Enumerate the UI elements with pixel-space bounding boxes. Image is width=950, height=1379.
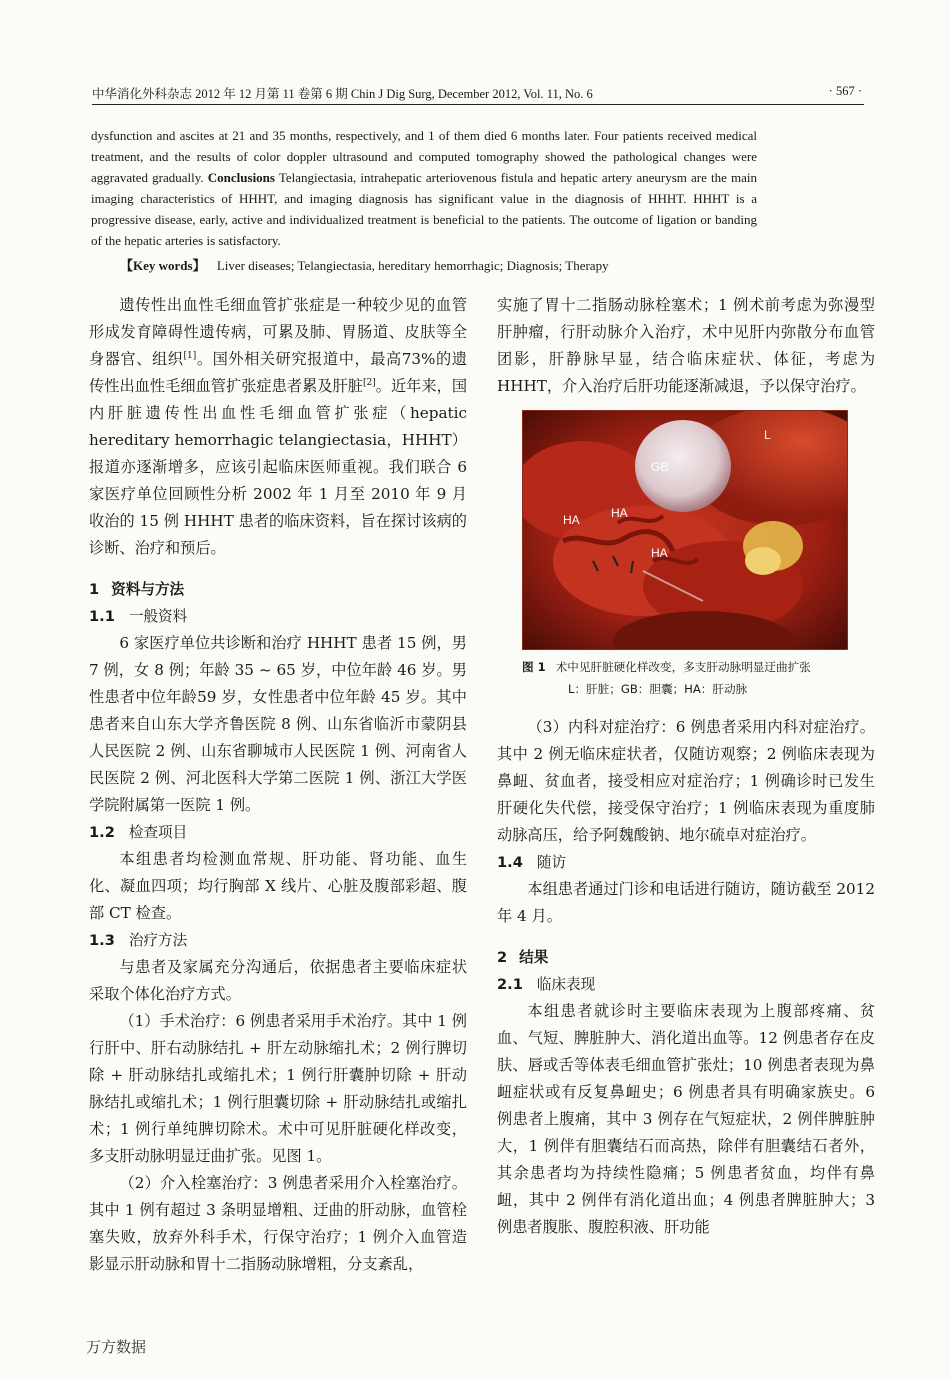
abstract-results-text: dysfunction and ascites at 21 and 35 months, respectively, and 1 of them died 6 months later. Four patients received medical treatment, and the results of color doppler ultrasound and computed tomography showed the pathological changes were aggravated gradually.: [91, 128, 757, 185]
subsection-title: 随访: [536, 854, 567, 871]
keywords-terms: Liver diseases; Telangiectasia, hereditary hemorrhagic; Diagnosis; Therapy: [216, 258, 609, 273]
header-rule: [92, 104, 864, 105]
paragraph-continued: 实施了胃十二指肠动脉栓塞术；1 例术前考虑为弥漫型肝肿瘤，行肝动脉介入治疗，术中见肝内弥散分布血管团影，肝静脉早显，结合临床症状、体征，考虑为 HHHT，介入治疗后肝功能逐渐减退，予以保守治疗。: [497, 296, 875, 395]
subsection-heading-2-1: [497, 971, 875, 998]
figure-1-surgical-photo: [522, 410, 848, 650]
subsection-title: 一般资料: [128, 608, 188, 625]
journal-citation: 中华消化外科杂志 2012 年 12 月第 11 卷第 6 期 Chin J Dig Surg, December 2012, Vol. 11, No. 6: [92, 87, 593, 101]
subsection-number: 1.3: [89, 932, 115, 949]
figure-number: 图 1: [522, 660, 546, 674]
label-hepatic-artery-2: HA: [611, 506, 628, 520]
abstract-tail: [91, 125, 757, 251]
right-column: [497, 292, 875, 1241]
subsection-heading-1-1: [89, 603, 467, 630]
paragraph-2-1: 本组患者就诊时主要临床表现为上腹部疼痛、贫血、气短、脾脏肿大、消化道出血等。12 例患者存在皮肤、唇或舌等体表毛细血管扩张灶；10 例患者表现为鼻衄症状或有反复鼻衄史；6 例患者具有明确家族史。6 例患者上腹痛，其中 3 例存在气短症状，2 例伴脾脏肿大，1 例伴有胆囊结石而高热，除伴有胆囊结石者外，其余患者均为持续性隐痛；5 例患者贫血，均伴有鼻衄，其中 2 例伴有消化道出血；4 例患者脾脏肿大；3 例患者腹胀、腹腔积液、肝功能: [497, 1002, 875, 1236]
paragraph-1-3: 与患者及家属充分沟通后，依据患者主要临床症状采取个体化治疗方式。: [89, 958, 467, 1003]
citation-ref-1: [1]: [183, 350, 197, 361]
paragraph-1-4: 本组患者通过门诊和电话进行随访，随访截至 2012 年 4 月。: [497, 880, 875, 925]
section-number: 2: [497, 949, 508, 966]
paragraph-1-2: 本组患者均检测血常规、肝功能、肾功能、血生化、凝血四项；均行胸部 X 线片、心脏及腹部彩超、腹部 CT 检查。: [89, 850, 467, 922]
citation-ref-2: [2]: [362, 377, 376, 388]
page-number: · 567 ·: [828, 84, 862, 98]
figure-caption-text: 术中见肝脏硬化样改变，多支肝动脉明显迂曲扩张: [555, 660, 811, 674]
intro-text-c: 。近年来，国内肝脏遗传性出血性毛细血管扩张症（hepatic hereditary hemorrhagic telangiectasia，HHHT）报道亦逐渐增多，应该引起临床医师重视。我们联合 6 家医疗单位回顾性分析 2002 年 1 月至 2010 年 9 月收治的 15 例 HHHT 患者的临床资料，旨在探讨该病的诊断、治疗和预后。: [89, 377, 467, 557]
subsection-title: 治疗方法: [128, 932, 188, 949]
figure-legend: L：肝脏；GB：胆囊；HA：肝动脉: [568, 682, 748, 696]
intro-text-b: 。国外相关研究报道中，最高73%的遗传性出血性毛细血管扩张症患者累及肝脏: [89, 350, 467, 395]
subsection-number: 1.2: [89, 824, 115, 841]
subsection-heading-1-3: [89, 927, 467, 954]
label-liver: L: [764, 428, 771, 442]
section-title: 资料与方法: [111, 581, 185, 598]
label-gallbladder: GB: [651, 460, 669, 474]
label-hepatic-artery-3: HA: [651, 546, 668, 560]
conclusions-label: Conclusions: [207, 170, 275, 185]
section-heading-2: [497, 944, 875, 971]
section-number: 1: [89, 581, 100, 598]
abstract-conclusions-text: Telangiectasia, intrahepatic arteriovenous fistula and hepatic artery aneurysm are the main imaging characteristics of HHHT, and imaging diagnosis has significant value in the diagnosis of HHHT. HHHT is a progressive disease, early, active and individualized treatment is beneficial to the patients. The outcome of ligation or banding of the hepatic arteries is satisfactory.: [91, 170, 757, 248]
intro-paragraph: [89, 292, 467, 562]
left-column: [89, 292, 467, 1278]
label-hepatic-artery-1: HA: [563, 513, 580, 527]
intro-text-a: 遗传性出血性毛细血管扩张症是一种较少见的血管形成发育障碍性遗传病，可累及肺、胃肠道、皮肤等全身器官、组织: [89, 296, 467, 368]
keywords-label: 【Key words】: [120, 258, 206, 273]
figure-caption: [522, 656, 875, 700]
subsection-number: 1.4: [497, 854, 523, 871]
keywords: [120, 255, 760, 274]
subsection-heading-1-4: [497, 849, 875, 876]
surgical-photo: [523, 411, 847, 649]
running-header: [92, 84, 862, 102]
paragraph-embolization: （2）介入栓塞治疗：3 例患者采用介入栓塞治疗。其中 1 例有超过 3 条明显增粗、迂曲的肝动脉，血管栓塞失败，放弃外科手术，行保守治疗；1 例介入血管造影显示肝动脉和胃十二指肠动脉增粗，分支紊乱，: [89, 1174, 467, 1273]
section-title: 结果: [519, 949, 549, 966]
paragraph-1-1: 6 家医疗单位共诊断和治疗 HHHT 患者 15 例，男 7 例，女 8 例；年龄 35 ~ 65 岁，中位年龄 46 岁。男性患者中位年龄59 岁，女性患者中位年龄 45 岁。其中患者来自山东大学齐鲁医院 8 例、山东省临沂市蒙阴县人民医院 2 例、山东省聊城市人民医院 1 例、河南省人民医院 2 例、河北医科大学第二医院 1 例、浙江大学医学院附属第一医院 1 例。: [89, 634, 467, 814]
subsection-title: 临床表现: [536, 976, 596, 993]
subsection-title: 检查项目: [128, 824, 188, 841]
subsection-heading-1-2: [89, 819, 467, 846]
subsection-number: 2.1: [497, 976, 523, 993]
section-heading-1: [89, 576, 467, 603]
paragraph-surgery: （1）手术治疗：6 例患者采用手术治疗。其中 1 例行肝中、肝右动脉结扎 + 肝左动脉缩扎术；2 例行脾切除 + 肝动脉结扎或缩扎术；1 例行肝囊肿切除 + 肝动脉结扎或缩扎术；1 例行胆囊切除 + 肝动脉结扎或缩扎术；1 例行单纯脾切除术。术中可见肝脏硬化样改变，多支肝动脉明显迂曲扩张。见图 1。: [89, 1012, 467, 1165]
paragraph-medical: （3）内科对症治疗：6 例患者采用内科对症治疗。其中 2 例无临床症状者，仅随访观察；2 例临床表现为鼻衄、贫血者，接受相应对症治疗；1 例确诊时已发生肝硬化失代偿，接受保守治疗；1 例临床表现为重度肺动脉高压，给予阿魏酸钠、地尔硫卓对症治疗。: [497, 718, 875, 844]
subsection-number: 1.1: [89, 608, 115, 625]
watermark: 万方数据: [86, 1338, 147, 1356]
